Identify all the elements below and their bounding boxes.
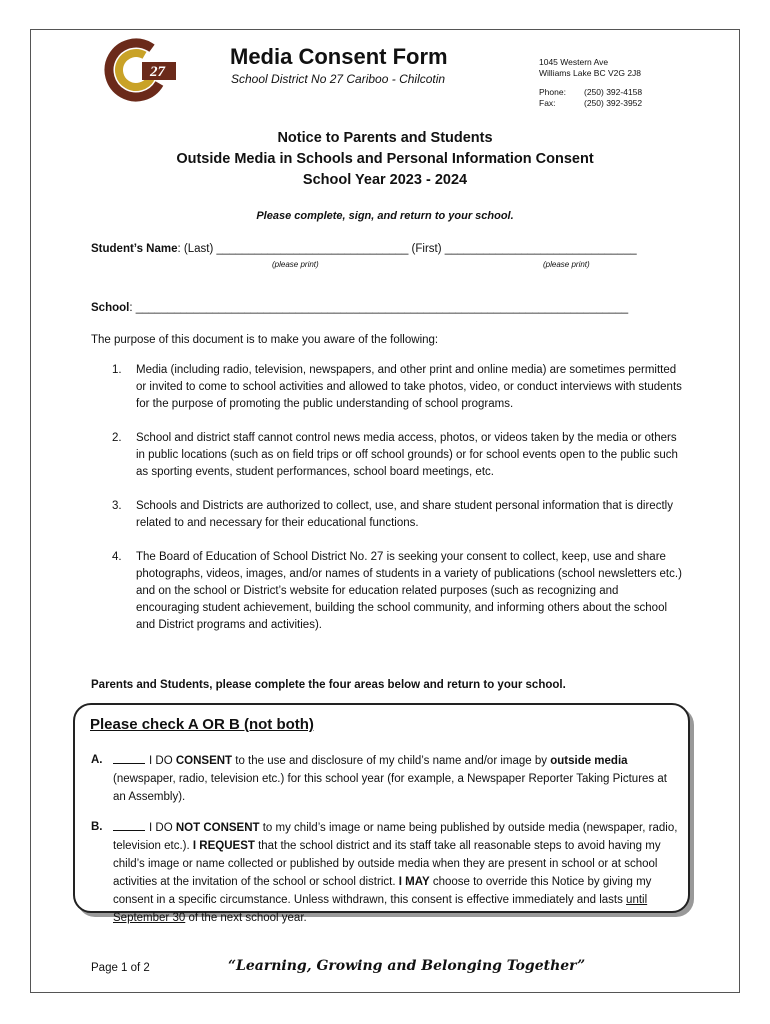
list-item [112,498,682,532]
option-b [91,818,681,927]
list-item [112,362,682,413]
notice-line-2: Outside Media in Schools and Personal Information Consent [176,151,594,167]
item-text: The Board of Education of School District No. 27 is seeking your consent to collect, keep, use and share photographs, videos, images, and/or names of students in a variety of publications (school newsletters etc.) and on the school or District’s website for education related purposes (such as recognizing and encouraging student achievement, building the school community, and informing others about the school and District programs and activities). [136,551,682,631]
option-a-checkline[interactable] [113,751,145,764]
address-line-1: 1045 Western Ave [539,57,609,67]
instruction-text: Please complete, sign, and return to your school. [256,210,514,222]
form-title: Media Consent Form [230,44,448,69]
svg-text:27: 27 [150,64,165,80]
option-b-text-2: to my child’s image or name being published by outside media (newspaper, radio, television etc.). [113,822,678,852]
phone-number: (250) 392-4158 [584,87,643,97]
option-b-text: I DO [149,822,176,834]
district-address [539,57,642,109]
address-line-2: Williams Lake BC V2G 2J8 [539,68,642,78]
page-number: Page 1 of 2 [91,962,150,974]
option-b-may: I MAY [398,876,430,888]
option-b-checkline[interactable] [113,818,145,831]
district-logo [100,38,178,102]
student-name-field[interactable] [91,243,637,255]
school-field[interactable] [91,302,628,314]
student-name-lines: : (Last) ______________________________ (First) ______________________________ [177,243,637,255]
option-a-text-3: (newspaper, radio, television etc.) for this school year (for example, a Newspaper Reporter Taking Pictures at an Assembly). [113,773,667,803]
intro-text: The purpose of this document is to make you aware of the following: [91,334,439,346]
fax-label: Fax: [539,98,556,108]
item-number: 3. [112,500,122,512]
last-name-hint: (please print) [272,260,319,269]
option-a [91,751,681,806]
purpose-list [112,362,682,651]
option-b-deadline: until September 30 [113,894,648,924]
phone-label: Phone: [539,87,566,97]
item-text: School and district staff cannot control news media access, photos, or videos taken by the media or others in public locations (such as on field trips or off school grounds) or for school events open to the public such as sporting events, student performances, school board meetings, etc. [136,432,678,478]
item-number: 2. [112,432,122,444]
school-line: : _____________________________________________________________________________ [129,302,629,314]
option-b-text-5: of the next school year. [185,912,307,924]
list-item [112,430,682,481]
option-a-consent: CONSENT [175,755,233,767]
item-number: 1. [112,364,122,376]
school-label: School [91,302,130,314]
notice-line-3: School Year 2023 - 2024 [302,172,468,188]
parents-instruction: Parents and Students, please complete the four areas below and return to your school. [91,679,566,691]
option-a-letter: A. [91,754,103,766]
consent-box-title: Please check A OR B (not both) [90,716,314,733]
option-b-text-3: that the school district and its staff take all reasonable steps to avoid having my child’s image or name collected or published by outside media when they are present in school or at school activities at the invitation of the school or school district. [113,840,661,888]
item-text: Media (including radio, television, newspapers, and other print and online media) are sometimes permitted or invited to come to school activities and allowed to take photos, video, or conduct interviews with students for the purpose of promoting the public understanding of school programs. [136,364,682,410]
option-b-letter: B. [91,821,103,833]
option-a-outside-media: outside media [550,755,628,767]
first-name-hint: (please print) [543,260,590,269]
notice-line-1: Notice to Parents and Students [277,130,493,146]
item-number: 4. [112,551,122,563]
district-name: School District No 27 Cariboo - Chilcotin [231,72,446,86]
fax-number: (250) 392-3952 [584,98,643,108]
notice-heading [30,128,740,191]
option-b-not-consent: NOT CONSENT [175,822,260,834]
option-b-text-4: choose to override this Notice by giving my consent in a specific circumstance. Unless withdrawn, this consent is effective immediately and lasts [113,876,652,906]
student-name-label: Student’s Name [91,243,178,255]
item-text: Schools and Districts are authorized to collect, use, and share student personal information that is directly related to and necessary for their educational functions. [136,500,673,529]
option-a-text: I DO [149,755,176,767]
list-item [112,549,682,634]
option-a-text-2: to the use and disclosure of my child’s name and/or image by [232,755,551,767]
district-motto: “Learning, Growing and Belonging Together” [228,958,586,974]
option-b-request: I REQUEST [192,840,255,852]
